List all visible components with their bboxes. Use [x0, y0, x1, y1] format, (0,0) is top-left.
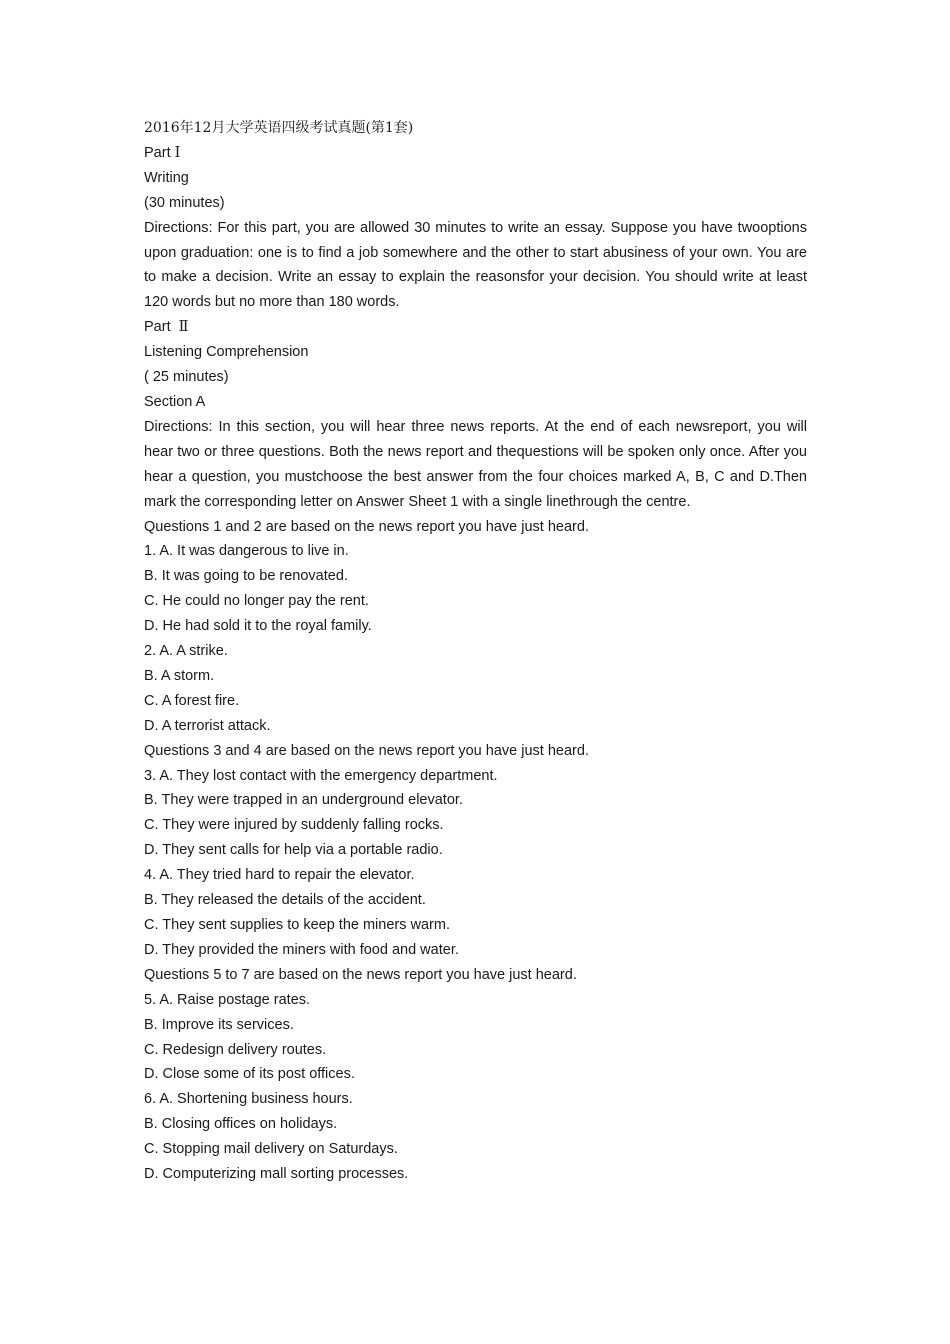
- question-option: D. He had sold it to the royal family.: [144, 618, 372, 635]
- part2-heading: [144, 315, 807, 340]
- part1-directions: Directions: For this part, you are allowed 30 minutes to write an essay. Suppose you have twooptions upon graduation: one is to find a job somewhere and the other to start abusiness of your own. You are to make a decision. Write an essay to explain the reasonsfor your decision. You should write at least 120 words but no more than 180 words.: [144, 219, 807, 311]
- question-option: 6. A. Shortening business hours.: [144, 1091, 353, 1108]
- part2-name: Listening Comprehension: [144, 344, 309, 361]
- question-group-heading: Questions 3 and 4 are based on the news report you have just heard.: [144, 742, 589, 759]
- section-a-heading: Section A: [144, 393, 206, 410]
- document-title: 2016年12月大学英语四级考试真题(第1套): [144, 120, 414, 136]
- question-option: D. They sent calls for help via a portable radio.: [144, 842, 443, 859]
- document-body: [144, 116, 807, 1187]
- question-option: B. Improve its services.: [144, 1016, 294, 1033]
- question-option: D. Close some of its post offices.: [144, 1066, 355, 1083]
- question-option: C. A forest fire.: [144, 692, 240, 709]
- question-option: D. Computerizing mall sorting processes.: [144, 1166, 409, 1183]
- question-option: B. A storm.: [144, 667, 215, 684]
- part1-label: Part: [144, 144, 171, 161]
- question-option: B. They were trapped in an underground elevator.: [144, 792, 463, 809]
- part1-name: Writing: [144, 169, 189, 186]
- question-option: 1. A. It was dangerous to live in.: [144, 543, 349, 560]
- question-option: 3. A. They lost contact with the emergency department.: [144, 767, 498, 784]
- question-option: 2. A. A strike.: [144, 643, 228, 660]
- question-option: C. Redesign delivery routes.: [144, 1041, 327, 1058]
- question-option: B. They released the details of the accident.: [144, 892, 426, 909]
- part1-numeral: Ⅰ: [174, 144, 181, 161]
- question-option: C. They were injured by suddenly falling rocks.: [144, 817, 444, 834]
- question-option: C. He could no longer pay the rent.: [144, 593, 369, 610]
- question-group-heading: Questions 1 and 2 are based on the news report you have just heard.: [144, 518, 589, 535]
- question-option: D. A terrorist attack.: [144, 717, 271, 734]
- part1-time: (30 minutes): [144, 194, 225, 211]
- part1-heading: [144, 141, 807, 166]
- part2-numeral: Ⅱ: [178, 319, 189, 336]
- part2-label: Part: [144, 319, 171, 336]
- question-option: C. Stopping mail delivery on Saturdays.: [144, 1141, 398, 1158]
- question-group-heading: Questions 5 to 7 are based on the news report you have just heard.: [144, 966, 577, 983]
- question-option: D. They provided the miners with food and water.: [144, 941, 459, 958]
- question-option: 5. A. Raise postage rates.: [144, 991, 311, 1008]
- question-option: 4. A. They tried hard to repair the elevator.: [144, 867, 415, 884]
- question-option: C. They sent supplies to keep the miners warm.: [144, 917, 450, 933]
- question-option: B. Closing offices on holidays.: [144, 1116, 338, 1133]
- part2-time: ( 25 minutes): [144, 369, 229, 386]
- part2-directions: Directions: In this section, you will hear three news reports. At the end of each newsreport, you will hear two or three questions. Both the news report and thequestions will be spoken only once. After you hear a question, you mustchoose the best answer from the four choices marked A, B, C and D.Then mark the corresponding letter on Answer Sheet 1 with a single linethrough the centre.: [144, 418, 807, 510]
- question-option: B. It was going to be renovated.: [144, 568, 348, 585]
